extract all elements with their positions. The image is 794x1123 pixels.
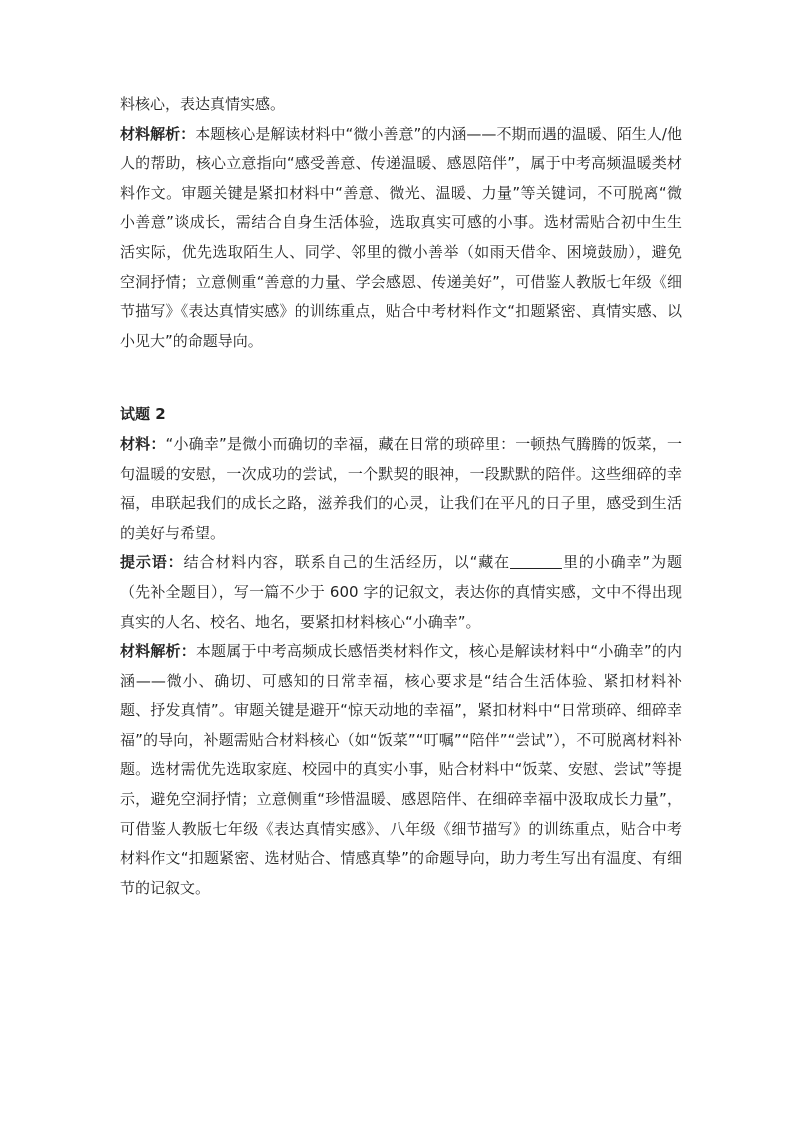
q2-material-text: “小确幸”是微小而确切的幸福，藏在日常的琐碎里：一顿热气腾腾的饭菜，一句温暖的安慰，一次成功的尝试，一个默契的眼神，一段默默的陪伴。这些细碎的幸福，串联起我们的成长之路，滋养我们的心灵，让我们在平凡的日子里，感受到生活的美好与希望。	[120, 434, 682, 542]
document-page	[120, 90, 682, 903]
q1-analysis-paragraph	[120, 120, 682, 357]
q2-prompt-label: 提示语：	[120, 553, 184, 572]
q2-analysis-text: 本题属于中考高频成长感悟类材料作文，核心是解读材料中“小确幸”的内涵——微小、确切、可感知的日常幸福，核心要求是“结合生活体验、紧扣材料补题、抒发真情”。审题关键是避开“惊天动地的幸福”，紧扣材料中“日常琐碎、细碎幸福”的导向，补题需贴合材料核心（如“饭菜”“叮嘱”“陪伴”“尝试”），不可脱离材料补题。选材需优先选取家庭、校园中的真实小事，贴合材料中“饭菜、安慰、尝试”等提示，避免空洞抒情；立意侧重“珍惜温暖、感恩陪伴、在细碎幸福中汲取成长力量”，可借鉴人教版七年级《表达真情实感》、八年级《细节描写》的训练重点，贴合中考材料作文“扣题紧密、选材贴合、情感真挚”的命题导向，助力考生写出有温度、有细节的记叙文。	[120, 642, 682, 897]
q1-analysis-label: 材料解析：	[120, 124, 196, 143]
q1-analysis-text: 本题核心是解读材料中“微小善意”的内涵——不期而遇的温暖、陌生人/他人的帮助，核心立意指向“感受善意、传递温暖、感恩陪伴”，属于中考高频温暖类材料作文。审题关键是紧扣材料中“善意、微光、温暖、力量”等关键词，不可脱离“微小善意”谈成长，需结合自身生活体验，选取真实可感的小事。选材需贴合初中生生活实际，优先选取陌生人、同学、邻里的微小善举（如雨天借伞、困境鼓励），避免空洞抒情；立意侧重“善意的力量、学会感恩、传递美好”，可借鉴人教版七年级《细节描写》《表达真情实感》的训练重点，贴合中考材料作文“扣题紧密、真情实感、以小见大”的命题导向。	[120, 124, 682, 350]
q2-material-label: 材料：	[120, 434, 166, 453]
q2-prompt-before: 结合材料内容，联系自己的生活经历，以“藏在	[183, 553, 511, 572]
fill-in-blank	[510, 553, 562, 569]
q2-title: 试题 2	[120, 405, 166, 424]
q2-analysis-paragraph	[120, 637, 682, 903]
q2-prompt-after: 里的小确幸”为题（先补全题目），写一篇不少于 600 字的记叙文，表达你的真情实感，文中不得出现真实的人名、校名、地名，要紧扣材料核心“小确幸”。	[120, 553, 682, 631]
q1-continuation: 料核心，表达真情实感。	[120, 95, 286, 113]
q2-analysis-label: 材料解析：	[120, 642, 196, 661]
q2-prompt-paragraph	[120, 548, 682, 637]
section-gap	[120, 356, 682, 400]
q2-material-paragraph	[120, 430, 682, 548]
